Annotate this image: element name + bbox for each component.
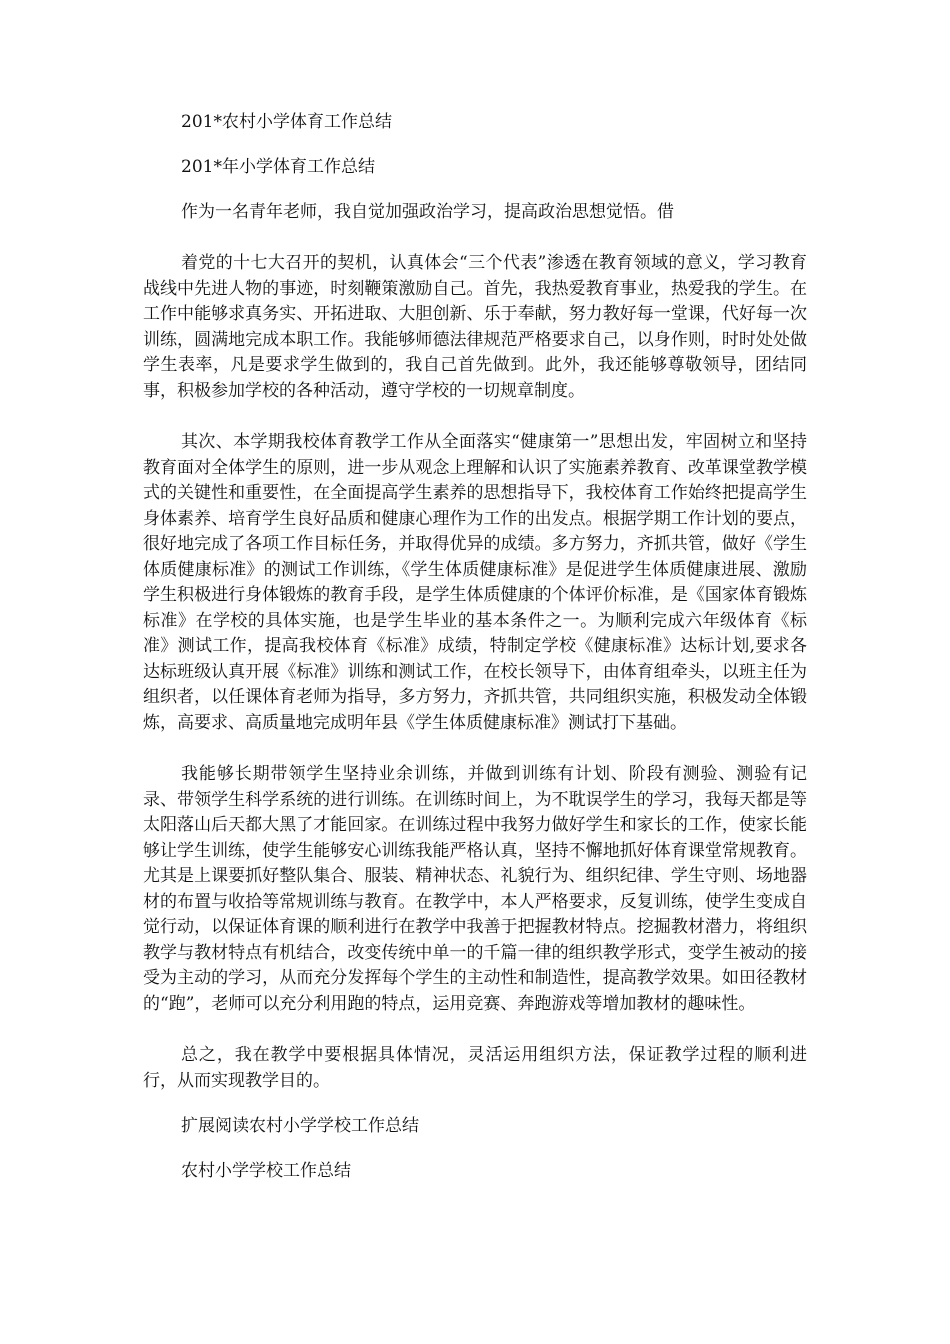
section-heading: 农村小学学校工作总结 [181,1161,351,1181]
extended-reading-heading: 扩展阅读农村小学学校工作总结 [181,1116,419,1136]
document-subtitle: 201*年小学体育工作总结 [181,157,375,177]
paragraph-4: 总之，我在教学中要根据具体情况，灵活运用组织方法，保证教学过程的顺利进行，从而实现教学目的。 [143,1045,807,1091]
paragraph-1: 着党的十七大召开的契机，认真体会“三个代表”渗透在教育领域的意义，学习教育战线中先进人物的事迹，时刻鞭策激励自己。首先，我热爱教育事业，热爱我的学生。在工作中能够求真务实、开拓进取、大胆创新、乐于奉献，努力教好每一堂课，代好每一次训练，圆满地完成本职工作。我能够师德法律规范严格要求自己，以身作则，时时处处做学生表率，凡是要求学生做到的，我自己首先做到。此外，我还能够尊敬领导，团结同事，积极参加学校的各种活动，遵守学校的一切规章制度。 [143,253,807,401]
paragraph-2: 其次、本学期我校体育教学工作从全面落实“健康第一”思想出发，牢固树立和坚持教育面对全体学生的原则，进一步从观念上理解和认识了实施素养教育、改革课堂教学模式的关键性和重要性，在全面提高学生素养的思想指导下，我校体育工作始终把提高学生身体素养、培育学生良好品质和健康心理作为工作的出发点。根据学期工作计划的要点，很好地完成了各项工作目标任务，并取得优异的成绩。多方努力，齐抓共管，做好《学生体质健康标准》的测试工作训练，《学生体质健康标准》是促进学生体质健康进展、激励学生积极进行身体锻炼的教育手段，是学生体质健康的个体评价标准，是《国家体育锻炼标准》在学校的具体实施，也是学生毕业的基本条件之一。为顺利完成六年级体育《标准》测试工作，提高我校体育《标准》成绩，特制定学校《健康标准》达标计划,要求各达标班级认真开展《标准》训练和测试工作，在校长领导下，由体育组牵头，以班主任为组织者，以任课体育老师为指导，多方努力，齐抓共管，共同组织实施，积极发动全体锻炼，高要求、高质量地完成明年县《学生体质健康标准》测试打下基础。 [143,432,807,733]
paragraph-3: 我能够长期带领学生坚持业余训练，并做到训练有计划、阶段有测验、测验有记录、带领学生科学系统的进行训练。在训练时间上，为不耽误学生的学习，我每天都是等太阳落山后天都大黑了才能回家。在训练过程中我努力做好学生和家长的工作，使家长能够让学生训练，使学生能够安心训练我能严格认真，坚持不懈地抓好体育课堂常规教育。尤其是上课要抓好整队集合、服装、精神状态、礼貌行为、组织纪律、学生守则、场地器材的布置与收拾等常规训练与教育。在教学中，本人严格要求，反复训练，使学生变成自觉行动，以保证体育课的顺利进行在教学中我善于把握教材特点。挖掘教材潜力，将组织教学与教材特点有机结合，改变传统中单一的千篇一律的组织教学形式，变学生被动的接受为主动的学习，从而充分发挥每个学生的主动性和制造性，提高教学效果。如田径教材的“跑”，老师可以充分利用跑的特点，运用竞赛、奔跑游戏等增加教材的趣味性。 [143,764,807,1014]
document-title: 201*农村小学体育工作总结 [181,112,392,132]
document-page [143,110,807,1184]
intro-line: 作为一名青年老师，我自觉加强政治学习，提高政治思想觉悟。借 [181,202,674,222]
